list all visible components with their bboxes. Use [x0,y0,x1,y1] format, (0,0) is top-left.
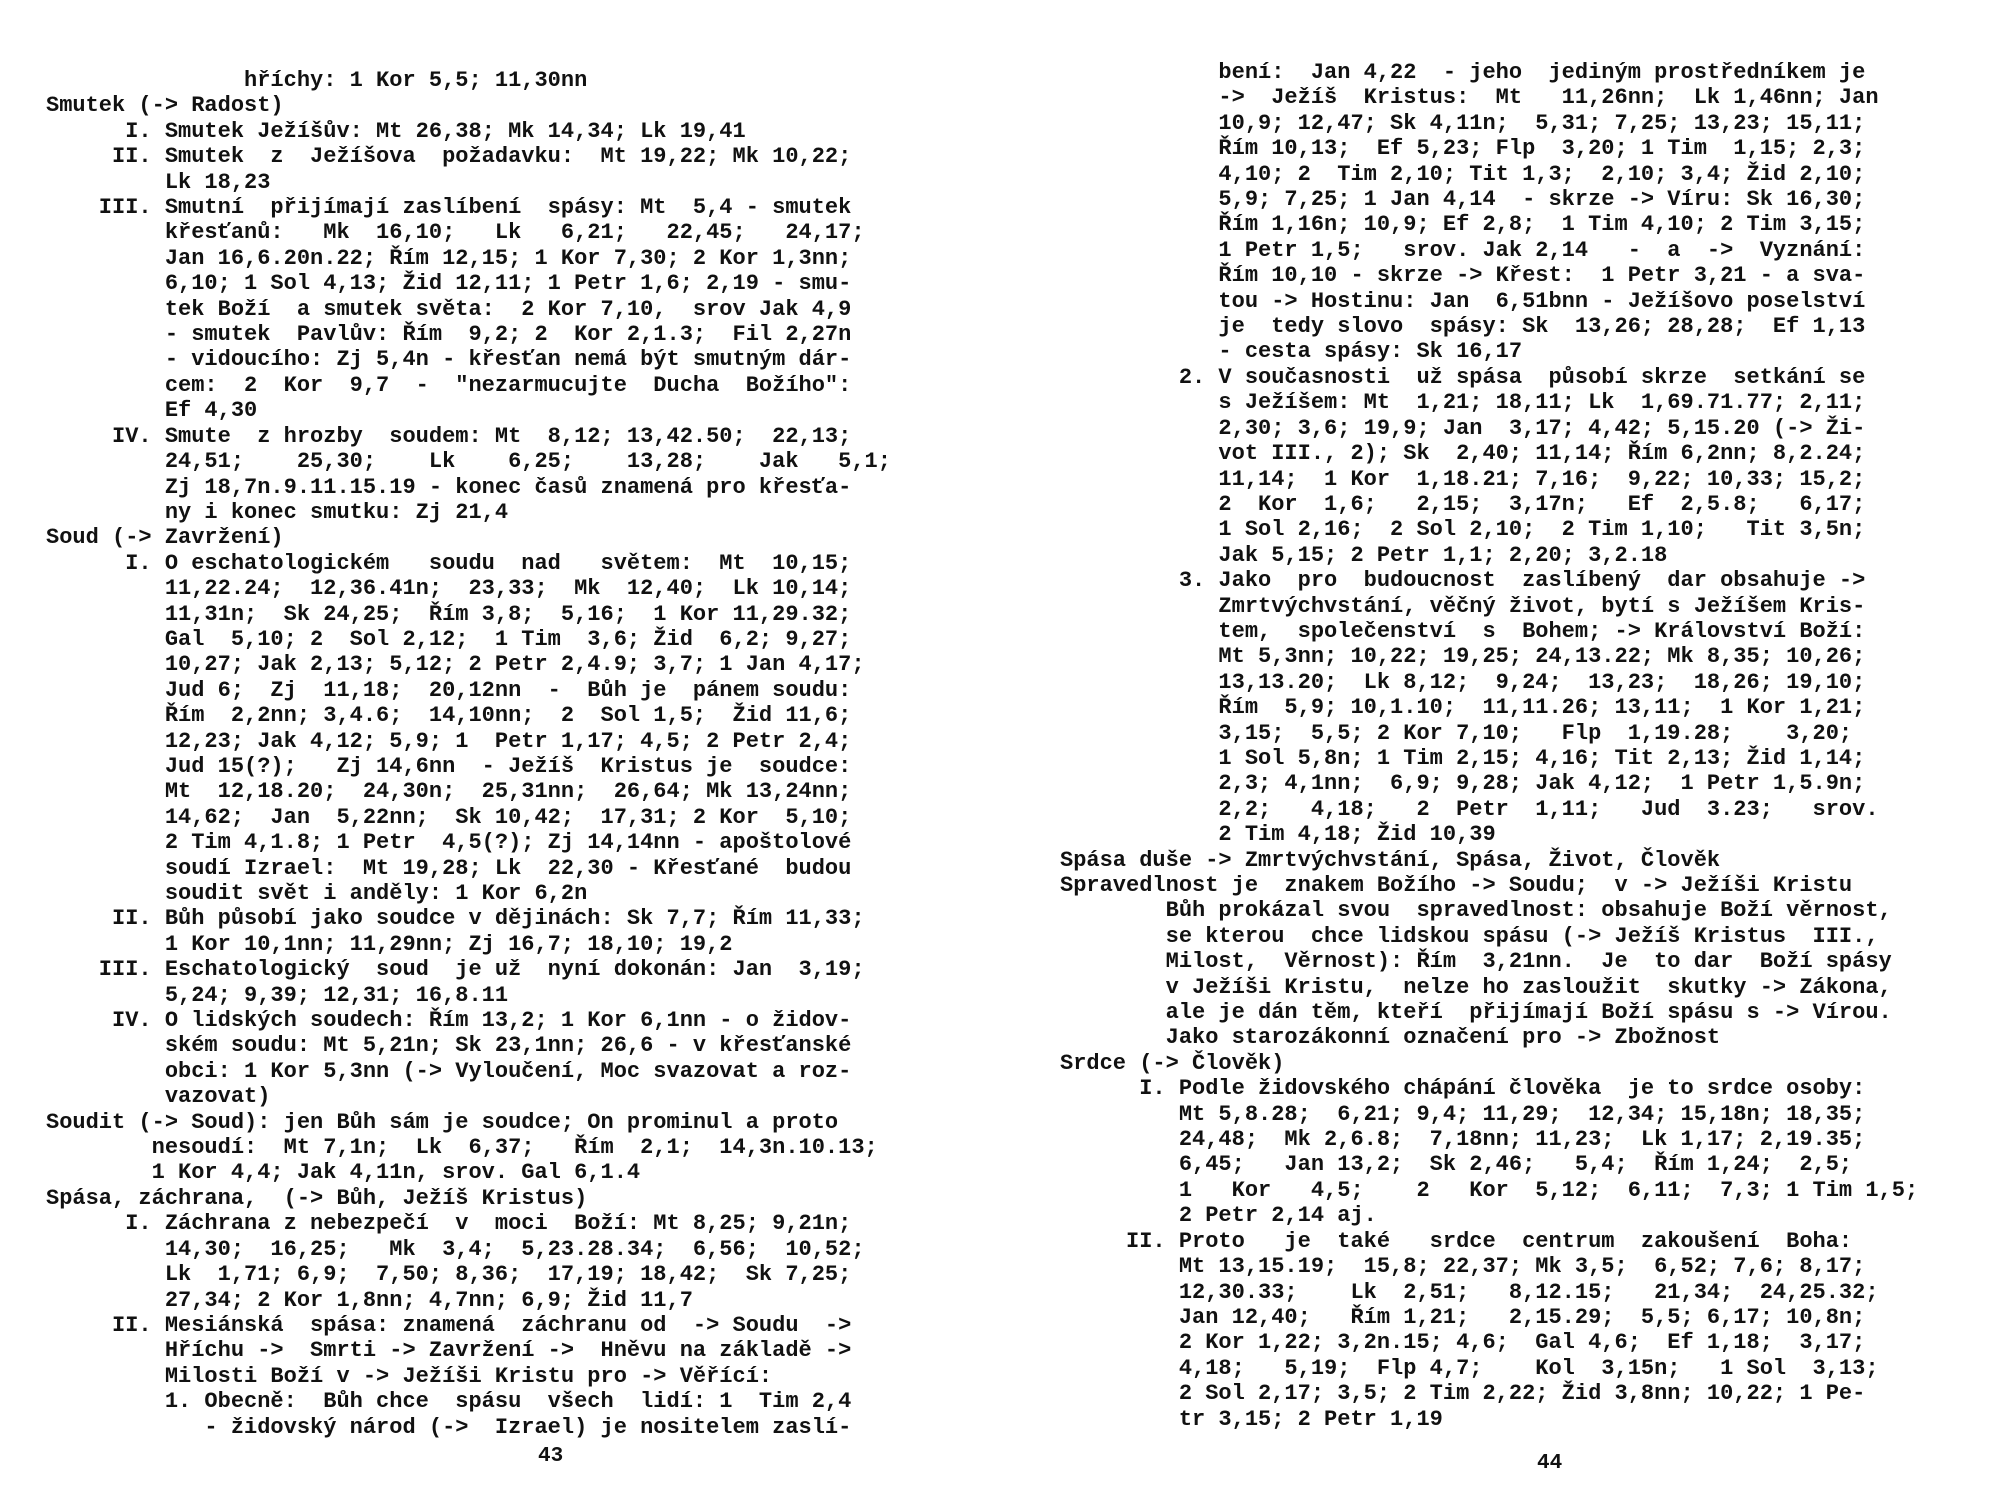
text-line: ny i konec smutku: Zj 21,4 [46,499,509,525]
text-line: soudit svět i anděly: 1 Kor 6,2n [46,881,588,906]
page-44 [1002,0,2004,1500]
text-line: ale je dán těm, kteří přijímají Boží spásu s -> Vírou. [1060,1000,1892,1026]
text-line: II. Mesiánská spása: znamená záchranu od -> Soudu -> [46,1312,852,1338]
text-line: Jud 6; Zj 11,18; 20,12nn - Bůh je pánem soudu: [46,677,852,703]
text-line: 11,31n; Sk 24,25; Řím 3,8; 5,16; 1 Kor 11,29.32; [46,601,852,627]
text-line: 3,15; 5,5; 2 Kor 7,10; Flp 1,19.28; 3,20; [1060,720,1853,746]
text-line: vot III., 2); Sk 2,40; 11,14; Řím 6,2nn; 8,2.24; [1060,441,1866,467]
text-line: III. Eschatologický soud je už nyní dokonán: Jan 3,19; [46,957,865,983]
text-line: křesťanů: Mk 16,10; Lk 6,21; 22,45; 24,17; [46,220,865,246]
text-line: IV. O lidských soudech: Řím 13,2; 1 Kor 6,1nn - o židov- [46,1008,852,1034]
text-line: 24,51; 25,30; Lk 6,25; 13,28; Jak 5,1; [46,449,891,475]
text-line: Spravedlnost je znakem Božího -> Soudu; v -> Ježíši Kristu [1060,873,1853,898]
text-line: hříchy: 1 Kor 5,5; 11,30nn [46,68,588,93]
text-line: I. O eschatologickém soudu nad světem: Mt 10,15; [46,550,852,576]
text-line: 2,30; 3,6; 19,9; Jan 3,17; 4,42; 5,15.20 (-> Ži- [1060,415,1866,441]
text-line: ském soudu: Mt 5,21n; Sk 23,1nn; 26,6 - v křesťanské [46,1033,852,1059]
text-line: 2 Kor 1,6; 2,15; 3,17n; Ef 2,5.8; 6,17; [1060,491,1866,517]
text-line: Jan 12,40; Řím 1,21; 2,15.29; 5,5; 6,17; 10,8n; [1060,1304,1866,1330]
text-line: 1 Sol 5,8n; 1 Tim 2,15; 4,16; Tit 2,13; Žid 1,14; [1060,745,1866,771]
text-line: 4,18; 5,19; Flp 4,7; Kol 3,15n; 1 Sol 3,13; [1060,1355,1879,1381]
text-column [1060,60,1918,1432]
text-line: Řím 2,2nn; 3,4.6; 14,10nn; 2 Sol 1,5; Žid 11,6; [46,703,852,729]
text-line: 5,24; 9,39; 12,31; 16,8.11 [46,982,509,1008]
text-line: soudí Izrael: Mt 19,28; Lk 22,30 - Křesťané budou [46,855,852,881]
text-line: Zmrtvýchvstání, věčný život, bytí s Ježíšem Kris- [1060,593,1866,619]
text-line: 2 Kor 1,22; 3,2n.15; 4,6; Gal 4,6; Ef 1,18; 3,17; [1060,1330,1866,1356]
text-line: 2 Sol 2,17; 3,5; 2 Tim 2,22; Žid 3,8nn; 10,22; 1 Pe- [1060,1381,1866,1407]
text-line: Mt 13,15.19; 15,8; 22,37; Mk 3,5; 6,52; 7,6; 8,17; [1060,1254,1866,1280]
text-line: Bůh prokázal svou spravedlnost: obsahuje Boží věrnost, [1060,898,1892,924]
text-line: 2 Tim 4,1.8; 1 Petr 4,5(?); Zj 14,14nn - apoštolové [46,830,852,856]
text-column [46,68,891,1440]
text-line: se kterou chce lidskou spásu (-> Ježíš Kristus III., [1060,923,1879,949]
text-line: Lk 18,23 [46,169,271,195]
text-line: 1 Kor 4,4; Jak 4,11n, srov. Gal 6,1.4 [46,1160,641,1186]
text-line: Ef 4,30 [46,398,258,424]
text-line: 1 Kor 4,5; 2 Kor 5,12; 6,11; 7,3; 1 Tim 1,5; [1060,1177,1919,1203]
text-line: tek Boží a smutek světa: 2 Kor 7,10, srov Jak 4,9 [46,296,852,322]
text-line: v Ježíši Kristu, nelze ho zasloužit skutky -> Zákona, [1060,974,1892,1000]
text-line: I. Záchrana z nebezpečí v moci Boží: Mt 8,25; 9,21n; [46,1211,852,1237]
text-line: Jako starozákonní označení pro -> Zbožnost [1060,1025,1721,1051]
text-line: 2 Petr 2,14 aj. [1060,1203,1377,1229]
text-line: Mt 5,3nn; 10,22; 19,25; 24,13.22; Mk 8,35; 10,26; [1060,644,1866,670]
text-line: Řím 5,9; 10,1.10; 11,11.26; 13,11; 1 Kor 1,21; [1060,695,1866,721]
text-line: Spása, záchrana, (-> Bůh, Ježíš Kristus) [46,1185,588,1211]
text-line: 12,23; Jak 4,12; 5,9; 1 Petr 1,17; 4,5; 2 Petr 2,4; [46,728,852,754]
text-line: 27,34; 2 Kor 1,8nn; 4,7nn; 6,9; Žid 11,7 [46,1287,693,1313]
text-line: 13,13.20; Lk 8,12; 9,24; 13,23; 18,26; 19,10; [1060,669,1866,695]
text-line: Srdce (-> Člověk) [1060,1050,1285,1076]
text-line: 1 Kor 10,1nn; 11,29nn; Zj 16,7; 18,10; 19,2 [46,931,733,957]
text-line: I. Smutek Ježíšův: Mt 26,38; Mk 14,34; Lk 19,41 [46,118,746,144]
text-line: Řím 10,13; Ef 5,23; Flp 3,20; 1 Tim 1,15; 2,3; [1060,136,1866,162]
text-line: 2,2; 4,18; 2 Petr 1,11; Jud 3.23; srov. [1060,796,1879,822]
page-number: 44 [1537,1452,1563,1475]
text-line: vazovat) [46,1084,271,1110]
text-line: Mt 12,18.20; 24,30n; 25,31nn; 26,64; Mk 13,24nn; [46,779,852,805]
text-line: Hříchu -> Smrti -> Zavržení -> Hněvu na základě -> [46,1338,852,1364]
text-line: Smutek (-> Radost) [46,93,284,119]
text-line: Jud 15(?); Zj 14,6nn - Ježíš Kristus je soudce: [46,753,852,779]
text-line: Mt 5,8.28; 6,21; 9,4; 11,29; 12,34; 15,18n; 18,35; [1060,1101,1866,1127]
text-line: - cesta spásy: Sk 16,17 [1060,339,1523,365]
text-line: Jak 5,15; 2 Petr 1,1; 2,20; 3,2.18 [1060,542,1668,568]
text-line: Milosti Boží v -> Ježíši Kristu pro -> Věřící: [46,1363,773,1389]
text-line: 4,10; 2 Tim 2,10; Tit 1,3; 2,10; 3,4; Žid 2,10; [1060,161,1866,187]
text-line: 10,27; Jak 2,13; 5,12; 2 Petr 2,4.9; 3,7; 1 Jan 4,17; [46,652,865,678]
text-line: bení: Jan 4,22 - jeho jediným prostředníkem je [1060,60,1866,85]
text-line: je tedy slovo spásy: Sk 13,26; 28,28; Ef 1,13 [1060,314,1866,340]
text-line: 1. Obecně: Bůh chce spásu všech lidí: 1 Tim 2,4 [46,1389,852,1415]
text-line: Lk 1,71; 6,9; 7,50; 8,36; 17,19; 18,42; Sk 7,25; [46,1262,852,1288]
text-line: 24,48; Mk 2,6.8; 7,18nn; 11,23; Lk 1,17; 2,19.35; [1060,1127,1866,1153]
text-line: III. Smutní přijímají zaslíbení spásy: Mt 5,4 - smutek [46,195,852,221]
text-line: 2 Tim 4,18; Žid 10,39 [1060,822,1496,848]
text-line: II. Proto je také srdce centrum zakoušení Boha: [1060,1228,1853,1254]
text-line: Soudit (-> Soud): jen Bůh sám je soudce; On prominul a proto [46,1109,839,1135]
text-line: I. Podle židovského chápání člověka je to srdce osoby: [1060,1076,1866,1102]
text-line: Milost, Věrnost): Řím 3,21nn. Je to dar Boží spásy [1060,949,1892,975]
text-line: tem, společenství s Bohem; -> Království Boží: [1060,618,1866,644]
text-line: s Ježíšem: Mt 1,21; 18,11; Lk 1,69.71.77; 2,11; [1060,390,1866,416]
text-line: 3. Jako pro budoucnost zaslíbený dar obsahuje -> [1060,568,1866,594]
text-line: Gal 5,10; 2 Sol 2,12; 1 Tim 3,6; Žid 6,2; 9,27; [46,626,852,652]
text-line: Spása duše -> Zmrtvýchvstání, Spása, Život, Člověk [1060,847,1721,873]
text-line: II. Smutek z Ježíšova požadavku: Mt 19,22; Mk 10,22; [46,144,852,170]
text-line: 14,62; Jan 5,22nn; Sk 10,42; 17,31; 2 Kor 5,10; [46,804,852,830]
text-line: 6,10; 1 Sol 4,13; Žid 12,11; 1 Petr 1,6; 2,19 - smu- [46,271,852,297]
page-number: 43 [538,1445,564,1468]
text-line: 11,22.24; 12,36.41n; 23,33; Mk 12,40; Lk 10,14; [46,576,852,602]
text-line: obci: 1 Kor 5,3nn (-> Vyloučení, Moc svazovat a roz- [46,1058,852,1084]
text-line: 2,3; 4,1nn; 6,9; 9,28; Jak 4,12; 1 Petr 1,5.9n; [1060,771,1866,797]
text-line: Zj 18,7n.9.11.15.19 - konec časů znamená pro křesťa- [46,474,852,500]
text-line: - židovský národ (-> Izrael) je nositelem zaslí- [46,1414,852,1440]
text-line: 5,9; 7,25; 1 Jan 4,14 - skrze -> Víru: Sk 16,30; [1060,187,1866,213]
text-line: 12,30.33; Lk 2,51; 8,12.15; 21,34; 24,25.32; [1060,1279,1879,1305]
text-line: 2. V současnosti už spása působí skrze setkání se [1060,364,1866,390]
text-line: Soud (-> Zavržení) [46,525,284,551]
text-line: Řím 10,10 - skrze -> Křest: 1 Petr 3,21 - a sva- [1060,263,1866,289]
text-line: IV. Smute z hrozby soudem: Mt 8,12; 13,42.50; 22,13; [46,423,852,449]
text-line: 10,9; 12,47; Sk 4,11n; 5,31; 7,25; 13,23; 15,11; [1060,110,1866,136]
text-line: 1 Sol 2,16; 2 Sol 2,10; 2 Tim 1,10; Tit 3,5n; [1060,517,1866,543]
text-line: 11,14; 1 Kor 1,18.21; 7,16; 9,22; 10,33; 15,2; [1060,466,1866,492]
text-line: II. Bůh působí jako soudce v dějinách: Sk 7,7; Řím 11,33; [46,906,865,932]
text-line: Řím 1,16n; 10,9; Ef 2,8; 1 Tim 4,10; 2 Tim 3,15; [1060,212,1866,238]
text-line: tou -> Hostinu: Jan 6,51bnn - Ježíšovo poselství [1060,288,1866,314]
text-line: -> Ježíš Kristus: Mt 11,26nn; Lk 1,46nn; Jan [1060,85,1879,111]
text-line: - vidoucího: Zj 5,4n - křesťan nemá být smutným dár- [46,347,852,373]
text-line: - smutek Pavlův: Řím 9,2; 2 Kor 2,1.3; Fil 2,27n [46,322,852,348]
text-line: 1 Petr 1,5; srov. Jak 2,14 - a -> Vyznání: [1060,237,1866,263]
text-line: nesoudí: Mt 7,1n; Lk 6,37; Řím 2,1; 14,3n.10.13; [46,1135,878,1161]
text-line: cem: 2 Kor 9,7 - "nezarmucujte Ducha Božího": [46,372,852,398]
text-line: 14,30; 16,25; Mk 3,4; 5,23.28.34; 6,56; 10,52; [46,1236,865,1262]
text-line: Jan 16,6.20n.22; Řím 12,15; 1 Kor 7,30; 2 Kor 1,3nn; [46,245,852,271]
text-line: 6,45; Jan 13,2; Sk 2,46; 5,4; Řím 1,24; 2,5; [1060,1152,1853,1178]
text-line: tr 3,15; 2 Petr 1,19 [1060,1406,1443,1432]
